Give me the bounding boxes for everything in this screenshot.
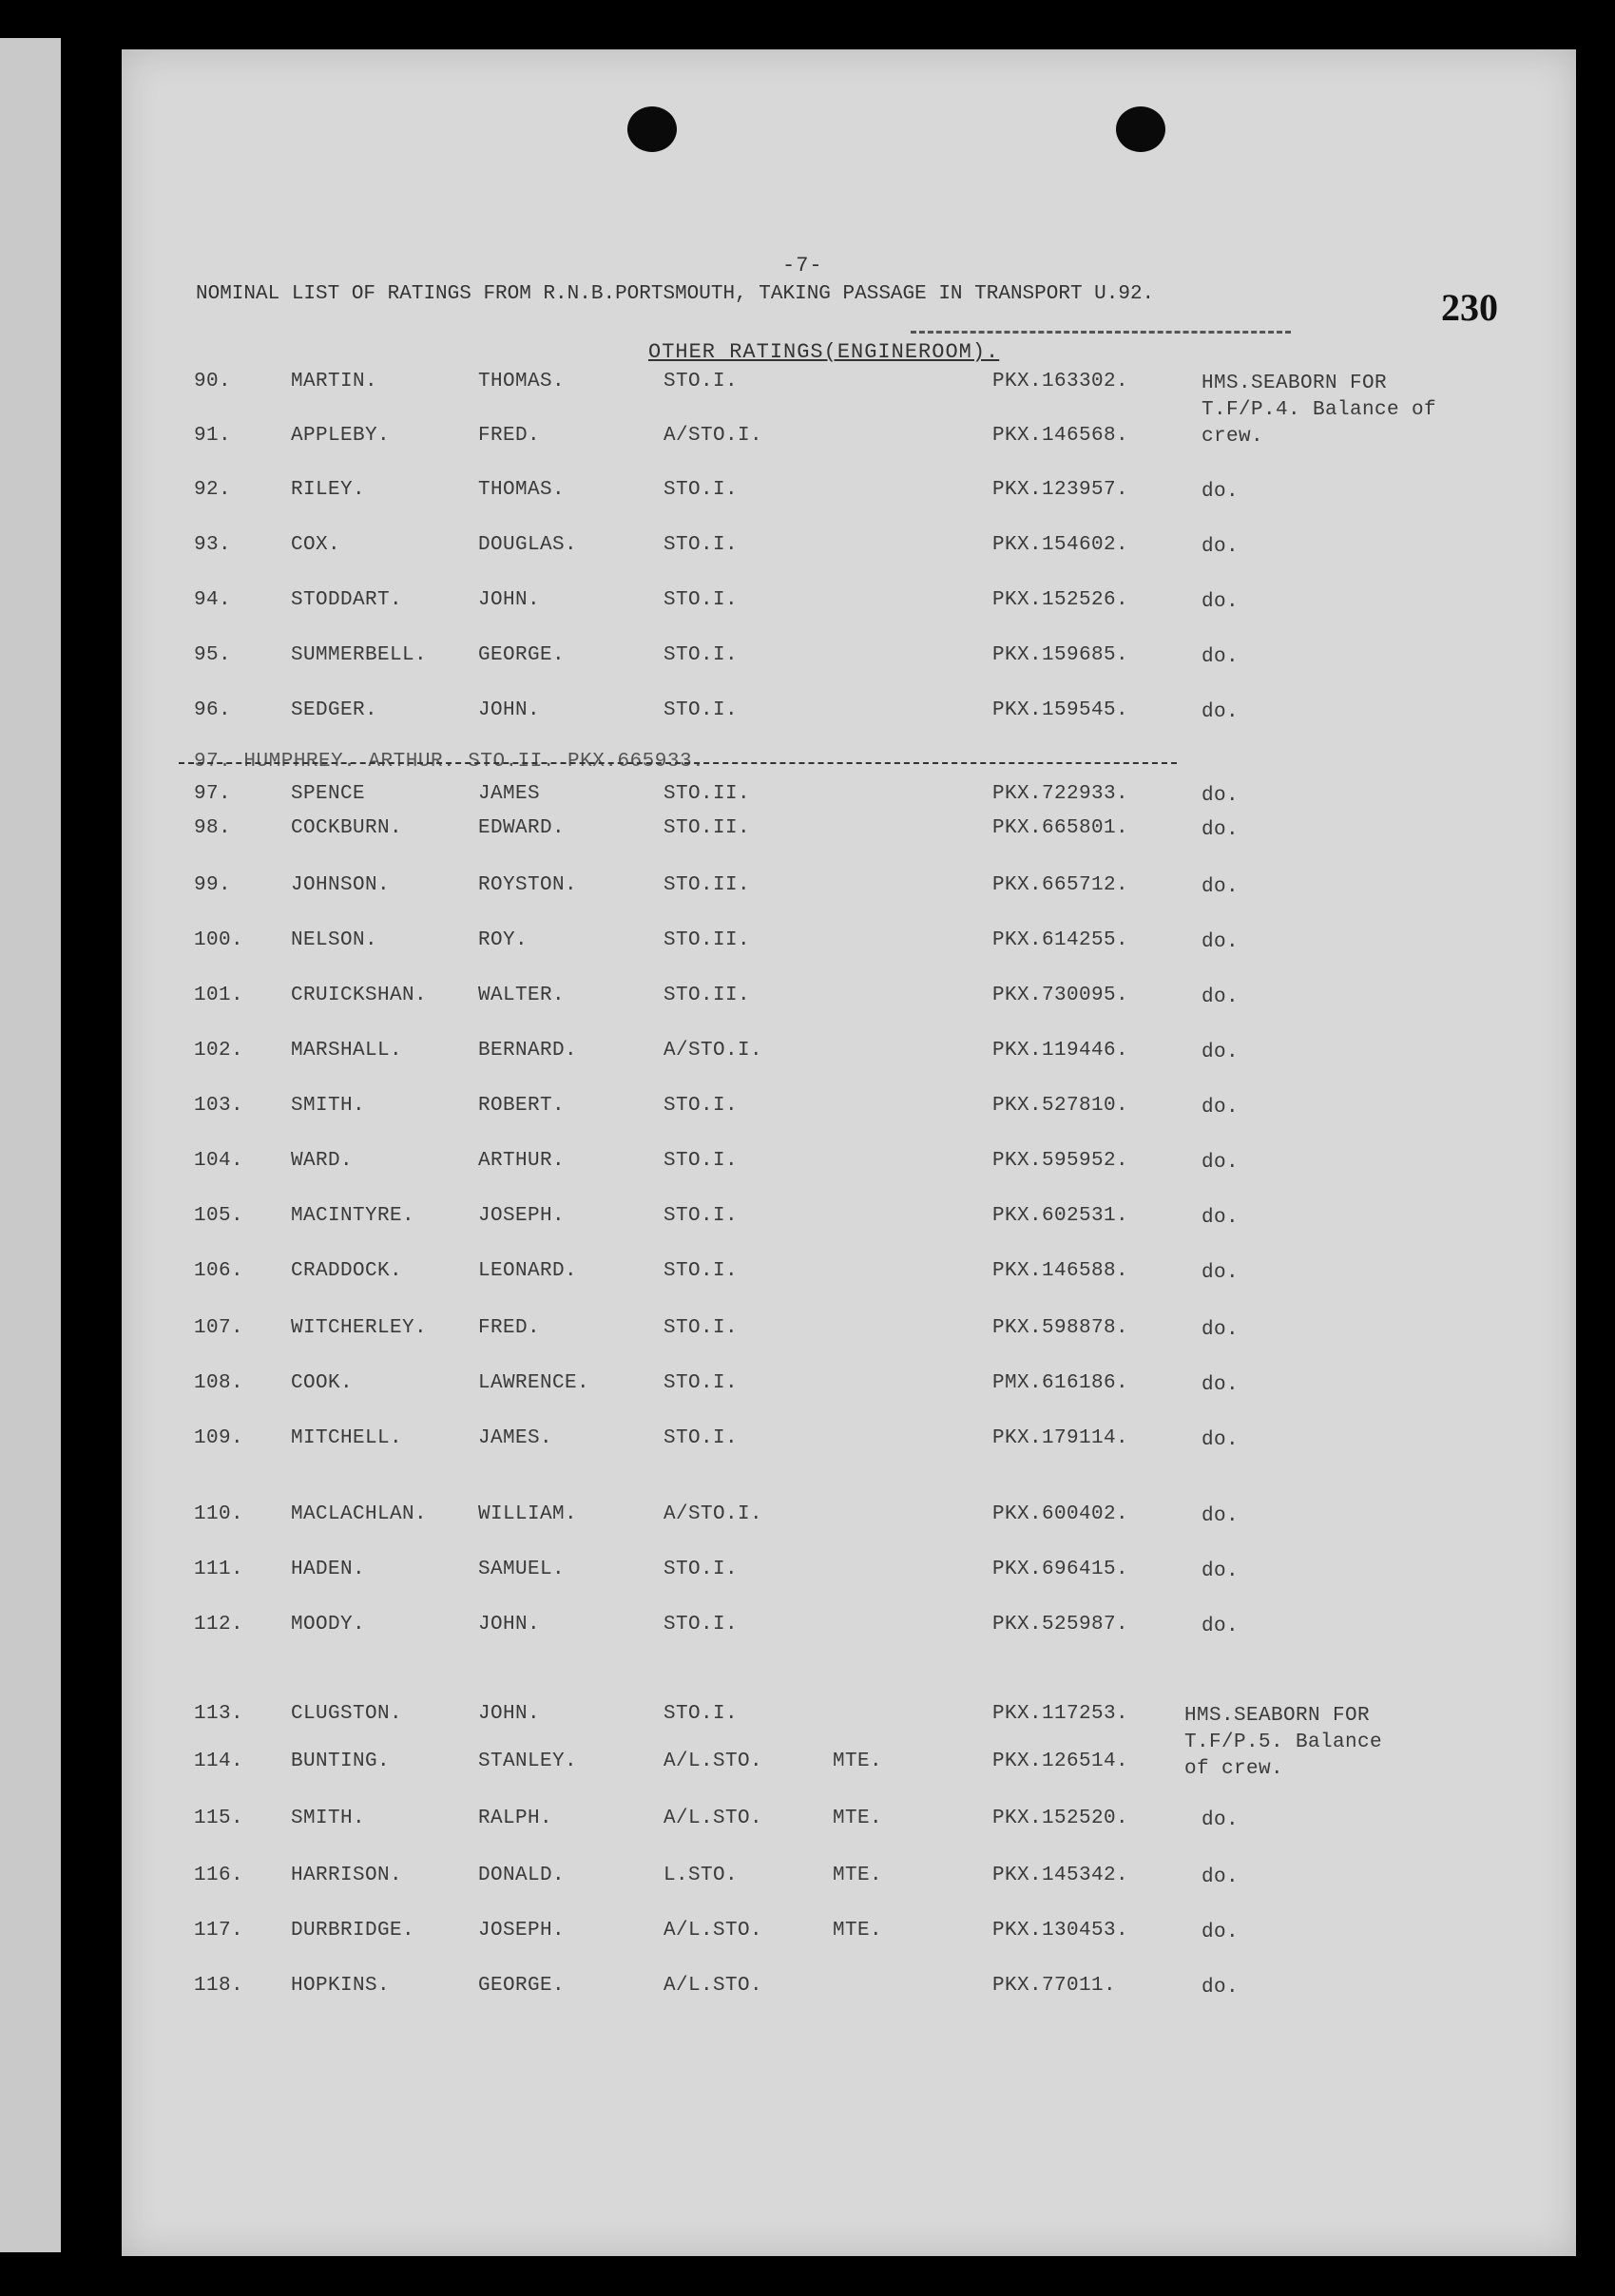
- cell-official: PKX.665712.: [992, 874, 1129, 896]
- cell-remarks: do.: [1202, 1505, 1240, 1527]
- cell-rank: STO.I.: [663, 1372, 739, 1394]
- list-row: [122, 1260, 1576, 1298]
- cell-official: PKX.119446.: [992, 1040, 1129, 1062]
- cell-num: 96.: [194, 699, 232, 721]
- cell-num: 99.: [194, 874, 232, 896]
- cell-num: 111.: [194, 1559, 244, 1580]
- cell-first: ROYSTON.: [478, 874, 578, 896]
- cell-remarks: do.: [1202, 1560, 1240, 1582]
- cell-surname: SUMMERBELL.: [291, 644, 428, 666]
- list-row: [122, 1150, 1576, 1188]
- cell-rank: A/L.STO.: [663, 1975, 763, 1997]
- cell-num: 93.: [194, 534, 232, 556]
- cell-first: BERNARD.: [478, 1040, 578, 1062]
- cell-surname: MARTIN.: [291, 371, 378, 392]
- cell-num: 94.: [194, 589, 232, 611]
- cell-rank: STO.I.: [663, 1559, 739, 1580]
- cell-num: 97.: [194, 783, 232, 805]
- page-number: 230: [1441, 286, 1498, 329]
- cell-num: 109.: [194, 1427, 244, 1449]
- cell-surname: MACINTYRE.: [291, 1205, 415, 1227]
- list-row: [122, 1808, 1576, 1846]
- cell-official: PKX.152526.: [992, 589, 1129, 611]
- cell-official: PKX.598878.: [992, 1317, 1129, 1339]
- cell-rank: STO.II.: [663, 874, 751, 896]
- cell-rank: STO.I.: [663, 699, 739, 721]
- list-row: [122, 425, 1576, 463]
- cell-rank: STO.I.: [663, 1427, 739, 1449]
- cell-rank: A/STO.I.: [663, 1503, 763, 1525]
- list-row: [122, 1614, 1576, 1652]
- cell-rank: STO.I.: [663, 589, 739, 611]
- cell-surname: SPENCE: [291, 783, 366, 805]
- cell-official: PKX.117253.: [992, 1703, 1129, 1725]
- cell-official: PKX.602531.: [992, 1205, 1129, 1227]
- cell-surname: COOK.: [291, 1372, 354, 1394]
- cell-remarks: do.: [1202, 986, 1240, 1008]
- cell-num: 105.: [194, 1205, 244, 1227]
- list-row: [122, 817, 1576, 855]
- cell-rank: A/L.STO.: [663, 1920, 763, 1942]
- cell-rank: STO.I.: [663, 1150, 739, 1172]
- section-heading: OTHER RATINGS(ENGINEROOM).: [648, 340, 1000, 364]
- cell-remarks: do.: [1202, 1042, 1240, 1063]
- cell-rank: A/L.STO.: [663, 1808, 763, 1829]
- cell-num: 95.: [194, 644, 232, 666]
- cell-first: JAMES.: [478, 1427, 553, 1449]
- cell-num: 107.: [194, 1317, 244, 1339]
- cell-official: PKX.696415.: [992, 1559, 1129, 1580]
- cell-remarks: do.: [1202, 785, 1240, 807]
- cell-official: PKX.525987.: [992, 1614, 1129, 1636]
- cell-num: 110.: [194, 1503, 244, 1525]
- cell-official: PKX.614255.: [992, 929, 1129, 951]
- cell-remarks: do.: [1202, 1207, 1240, 1229]
- cell-surname: WITCHERLEY.: [291, 1317, 428, 1339]
- cell-first: LAWRENCE.: [478, 1372, 590, 1394]
- cell-surname: MACLACHLAN.: [291, 1503, 428, 1525]
- cell-remarks: HMS.SEABORN FOR T.F/P.4. Balance of crew.: [1202, 373, 1437, 448]
- cell-rank: A/STO.I.: [663, 425, 763, 447]
- cell-rank: STO.I.: [663, 479, 739, 501]
- cell-first: JOHN.: [478, 699, 541, 721]
- cell-surname: SEDGER.: [291, 699, 378, 721]
- cell-surname: COX.: [291, 534, 341, 556]
- cell-remarks: do.: [1202, 1616, 1240, 1637]
- cell-official: PKX.527810.: [992, 1095, 1129, 1117]
- cell-remarks: do.: [1202, 1152, 1240, 1174]
- cell-remarks: do.: [1202, 931, 1240, 953]
- list-row: [122, 985, 1576, 1023]
- cell-official: PKX.77011.: [992, 1975, 1117, 1997]
- cell-rank: STO.II.: [663, 783, 751, 805]
- cell-extra: MTE.: [833, 1808, 883, 1829]
- cell-first: STANLEY.: [478, 1751, 578, 1772]
- cell-first: JOHN.: [478, 1614, 541, 1636]
- cell-surname: CLUGSTON.: [291, 1703, 403, 1725]
- cell-first: LEONARD.: [478, 1260, 578, 1282]
- cell-first: JOHN.: [478, 589, 541, 611]
- cell-rank: A/STO.I.: [663, 1040, 763, 1062]
- cell-first: ROY.: [478, 929, 529, 951]
- list-row: [122, 1372, 1576, 1410]
- cell-remarks: do.: [1202, 819, 1240, 841]
- cell-num: 103.: [194, 1095, 244, 1117]
- title-dashed-rule: [911, 331, 1291, 334]
- cell-rank: A/L.STO.: [663, 1751, 763, 1772]
- punch-hole-left: [627, 106, 677, 152]
- cell-rank: STO.I.: [663, 1205, 739, 1227]
- cell-remarks: do.: [1202, 1866, 1240, 1888]
- cell-surname: HARRISON.: [291, 1865, 403, 1886]
- list-row: [122, 1095, 1576, 1133]
- cell-surname: MITCHELL.: [291, 1427, 403, 1449]
- cell-num: 104.: [194, 1150, 244, 1172]
- cell-surname: CRUICKSHAN.: [291, 985, 428, 1006]
- cell-surname: BUNTING.: [291, 1751, 391, 1772]
- cell-num: 113.: [194, 1703, 244, 1725]
- cell-surname: JOHNSON.: [291, 874, 391, 896]
- cell-surname: MOODY.: [291, 1614, 366, 1636]
- list-row: [122, 1865, 1576, 1903]
- cell-remarks: HMS.SEABORN FOR T.F/P.5. Balance of crew.: [1184, 1705, 1383, 1780]
- cell-official: PKX.163302.: [992, 371, 1129, 392]
- cell-official: PKX.145342.: [992, 1865, 1129, 1886]
- list-row: [122, 1427, 1576, 1465]
- cell-rank: STO.II.: [663, 929, 751, 951]
- list-row: [122, 783, 1576, 821]
- list-row: [122, 644, 1576, 682]
- cell-extra: MTE.: [833, 1920, 883, 1942]
- document-sheet: [122, 49, 1576, 2256]
- cell-remarks: do.: [1202, 536, 1240, 558]
- cell-first: WALTER.: [478, 985, 566, 1006]
- cell-surname: HADEN.: [291, 1559, 366, 1580]
- cell-surname: SMITH.: [291, 1095, 366, 1117]
- adjacent-page-strip: [0, 38, 61, 2252]
- cell-num: 112.: [194, 1614, 244, 1636]
- cell-surname: DURBRIDGE.: [291, 1920, 415, 1942]
- cell-remarks: do.: [1202, 591, 1240, 613]
- cell-num: 91.: [194, 425, 232, 447]
- cell-first: JOSEPH.: [478, 1205, 566, 1227]
- cell-rank: STO.I.: [663, 1317, 739, 1339]
- cell-remarks: do.: [1202, 1262, 1240, 1284]
- cell-first: ARTHUR.: [478, 1150, 566, 1172]
- cell-first: THOMAS.: [478, 479, 566, 501]
- cell-rank: STO.I.: [663, 1095, 739, 1117]
- cell-official: PKX.123957.: [992, 479, 1129, 501]
- list-row: [122, 534, 1576, 572]
- cell-first: WILLIAM.: [478, 1503, 578, 1525]
- cell-surname: MARSHALL.: [291, 1040, 403, 1062]
- list-row: [122, 1751, 1576, 1789]
- cell-remarks: do.: [1202, 1922, 1240, 1943]
- cell-official: PKX.730095.: [992, 985, 1129, 1006]
- cell-first: EDWARD.: [478, 817, 566, 839]
- cell-official: PKX.146568.: [992, 425, 1129, 447]
- list-row: [122, 479, 1576, 517]
- cell-first: DOUGLAS.: [478, 534, 578, 556]
- cell-remarks: do.: [1202, 646, 1240, 668]
- cell-official: PMX.616186.: [992, 1372, 1129, 1394]
- list-row: [122, 929, 1576, 967]
- cell-first: JOHN.: [478, 1703, 541, 1725]
- list-row: [122, 1205, 1576, 1243]
- cell-surname: HOPKINS.: [291, 1975, 391, 1997]
- cell-surname: WARD.: [291, 1150, 354, 1172]
- list-row: [122, 1559, 1576, 1597]
- list-row: [122, 1317, 1576, 1355]
- list-row: [122, 874, 1576, 912]
- cell-num: 101.: [194, 985, 244, 1006]
- cell-rank: STO.I.: [663, 1260, 739, 1282]
- cell-official: PKX.179114.: [992, 1427, 1129, 1449]
- cell-official: PKX.595952.: [992, 1150, 1129, 1172]
- cell-surname: RILEY.: [291, 479, 366, 501]
- cell-rank: STO.I.: [663, 1614, 739, 1636]
- page-marker: -7-: [782, 254, 823, 277]
- cell-surname: NELSON.: [291, 929, 378, 951]
- cell-num: 100.: [194, 929, 244, 951]
- cell-first: RALPH.: [478, 1808, 553, 1829]
- cell-remarks: do.: [1202, 1319, 1240, 1341]
- list-row: [122, 589, 1576, 627]
- cell-official: PKX.665801.: [992, 817, 1129, 839]
- cell-remarks: do.: [1202, 1809, 1240, 1831]
- cell-num: 108.: [194, 1372, 244, 1394]
- struck-entry: 97. HUMPHREY. ARTHUR. STO.II. PKX.665933.: [194, 751, 705, 773]
- list-row: [122, 1503, 1576, 1541]
- cell-first: ROBERT.: [478, 1095, 566, 1117]
- cell-official: PKX.722933.: [992, 783, 1129, 805]
- cell-remarks: do.: [1202, 1374, 1240, 1396]
- cell-first: DONALD.: [478, 1865, 566, 1886]
- cell-num: 98.: [194, 817, 232, 839]
- cell-num: 92.: [194, 479, 232, 501]
- cell-surname: COCKBURN.: [291, 817, 403, 839]
- cell-surname: APPLEBY.: [291, 425, 391, 447]
- list-row: [122, 699, 1576, 737]
- cell-num: 116.: [194, 1865, 244, 1886]
- cell-rank: STO.II.: [663, 985, 751, 1006]
- cell-rank: STO.I.: [663, 644, 739, 666]
- cell-extra: MTE.: [833, 1751, 883, 1772]
- cell-official: PKX.600402.: [992, 1503, 1129, 1525]
- cell-official: PKX.126514.: [992, 1751, 1129, 1772]
- cell-official: PKX.130453.: [992, 1920, 1129, 1942]
- cell-extra: MTE.: [833, 1865, 883, 1886]
- cell-official: PKX.146588.: [992, 1260, 1129, 1282]
- cell-rank: STO.I.: [663, 534, 739, 556]
- cell-first: JAMES: [478, 783, 541, 805]
- cell-first: GEORGE.: [478, 644, 566, 666]
- cell-remarks: do.: [1202, 481, 1240, 503]
- document-title: NOMINAL LIST OF RATINGS FROM R.N.B.PORTSMOUTH, TAKING PASSAGE IN TRANSPORT U.92.: [196, 283, 1155, 305]
- cell-remarks: do.: [1202, 1977, 1240, 1999]
- cell-remarks: do.: [1202, 876, 1240, 898]
- punch-hole-right: [1116, 106, 1165, 152]
- cell-first: SAMUEL.: [478, 1559, 566, 1580]
- cell-num: 102.: [194, 1040, 244, 1062]
- cell-surname: STODDART.: [291, 589, 403, 611]
- cell-surname: SMITH.: [291, 1808, 366, 1829]
- cell-rank: STO.I.: [663, 1703, 739, 1725]
- cell-first: JOSEPH.: [478, 1920, 566, 1942]
- cell-first: GEORGE.: [478, 1975, 566, 1997]
- cell-official: PKX.154602.: [992, 534, 1129, 556]
- cell-remarks: do.: [1202, 701, 1240, 723]
- list-row: [122, 1040, 1576, 1078]
- cell-num: 118.: [194, 1975, 244, 1997]
- cell-surname: CRADDOCK.: [291, 1260, 403, 1282]
- cell-first: FRED.: [478, 1317, 541, 1339]
- cell-official: PKX.152520.: [992, 1808, 1129, 1829]
- strike-through-line: [179, 762, 1177, 764]
- cell-num: 114.: [194, 1751, 244, 1772]
- cell-remarks: do.: [1202, 1429, 1240, 1451]
- list-row: [122, 1920, 1576, 1958]
- list-row: [122, 1975, 1576, 2013]
- cell-num: 106.: [194, 1260, 244, 1282]
- cell-rank: STO.II.: [663, 817, 751, 839]
- cell-first: FRED.: [478, 425, 541, 447]
- cell-official: PKX.159685.: [992, 644, 1129, 666]
- cell-num: 90.: [194, 371, 232, 392]
- cell-remarks: do.: [1202, 1097, 1240, 1119]
- cell-official: PKX.159545.: [992, 699, 1129, 721]
- cell-num: 117.: [194, 1920, 244, 1942]
- cell-num: 115.: [194, 1808, 244, 1829]
- cell-first: THOMAS.: [478, 371, 566, 392]
- cell-rank: L.STO.: [663, 1865, 739, 1886]
- cell-rank: STO.I.: [663, 371, 739, 392]
